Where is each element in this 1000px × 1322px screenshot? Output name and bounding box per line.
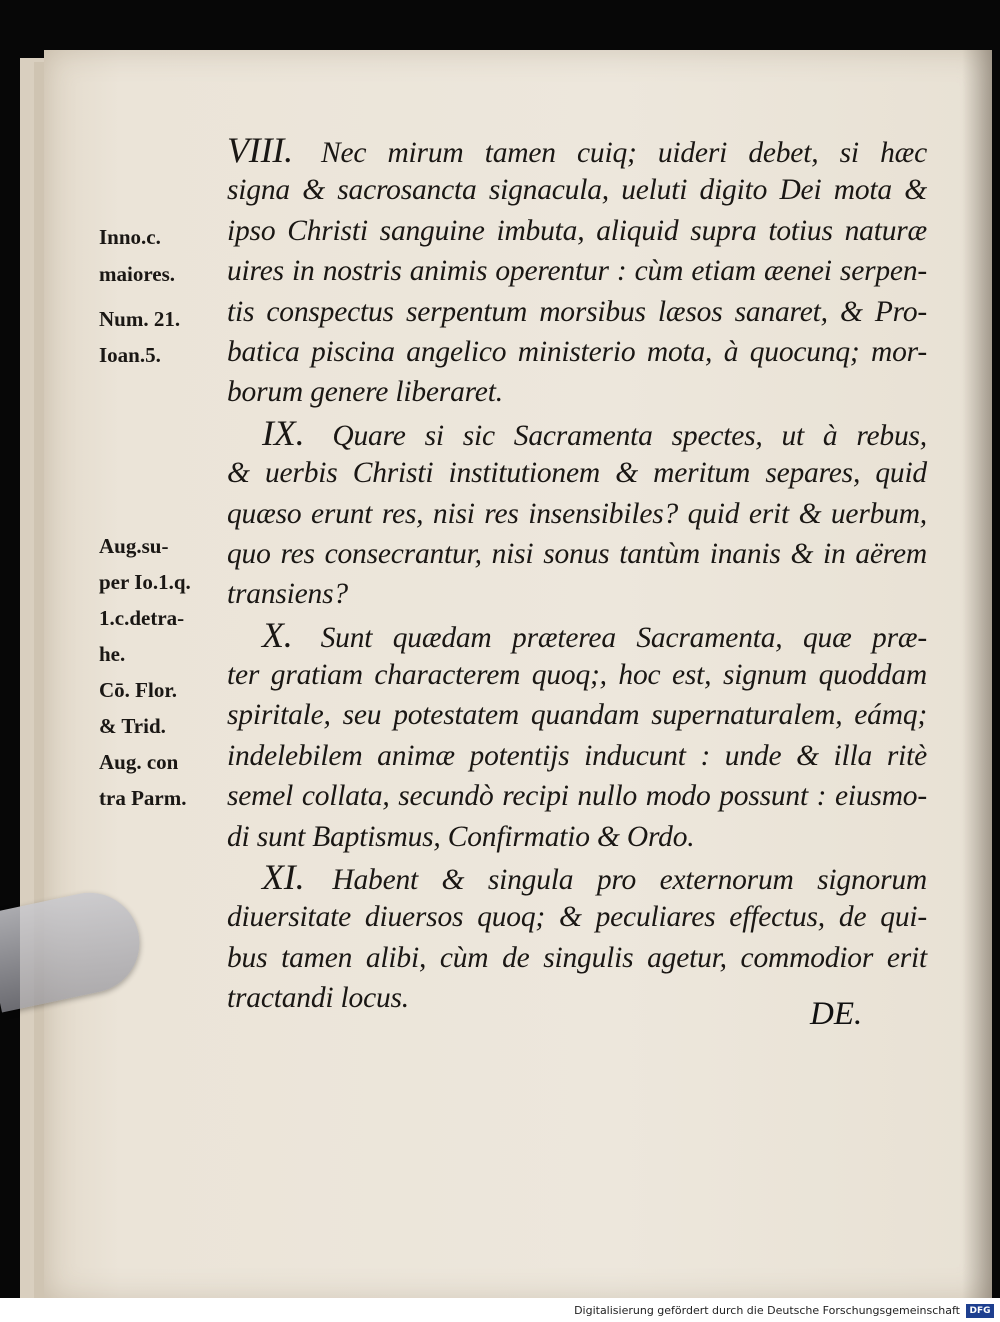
text-line <box>227 251 927 291</box>
line-text: ipso Christi sanguine imbuta, aliquid supra totius naturæ <box>227 214 927 247</box>
line-text: borum genere liberaret. <box>227 376 503 409</box>
line-text: Habent & singula pro externorum signorum <box>332 864 927 897</box>
margin-note: Aug. con <box>99 750 179 774</box>
line-text: quæso erunt res, nisi res insensibiles? quid erit & uerbum, <box>227 497 927 530</box>
catchword: DE. <box>810 996 863 1032</box>
line-text: diuersitate diuersos quoq; & peculiares effectus, de qui- <box>227 901 927 934</box>
margin-note: Ioan.5. <box>99 343 161 367</box>
text-line <box>227 574 927 614</box>
margin-note: per Io.1.q. <box>99 570 191 594</box>
margin-note: Num. 21. <box>99 307 181 331</box>
text-line <box>227 897 927 937</box>
line-text: di sunt Baptismus, Confirmatio & Ordo. <box>227 820 695 853</box>
text-line <box>227 130 927 170</box>
line-text: Quare si sic Sacramenta spectes, ut à rebus, <box>332 419 927 452</box>
margin-note: Aug.su- <box>99 534 169 558</box>
text-line <box>227 372 927 412</box>
text-line <box>227 817 927 857</box>
page-gutter-shadow <box>962 50 992 1300</box>
dfg-logo: DFG <box>966 1304 994 1318</box>
line-text: ter gratiam characterem quoq;, hoc est, signum quoddam <box>227 659 927 692</box>
book-page <box>44 50 992 1300</box>
text-line <box>227 776 927 816</box>
text-line <box>227 494 927 534</box>
text-line <box>227 938 927 978</box>
line-text: batica piscina angelico ministerio mota, à quocunq; mor- <box>227 335 927 368</box>
main-text-block <box>227 130 927 1019</box>
text-line <box>227 736 927 776</box>
text-line <box>227 332 927 372</box>
text-line <box>227 211 927 251</box>
section-number: XI. <box>262 857 305 898</box>
text-line <box>227 413 927 453</box>
footer-credit: Digitalisierung gefördert durch die Deutsche Forschungsgemeinschaft <box>574 1304 960 1317</box>
text-line <box>227 615 927 655</box>
line-text: spiritale, seu potestatem quandam supernaturalem, eámq; <box>227 699 927 732</box>
margin-note: & Trid. <box>99 714 166 738</box>
line-text: & uerbis Christi institutionem & meritum separes, quid <box>227 457 927 490</box>
line-text: Nec mirum tamen cuiq; uideri debet, si hæc <box>320 137 927 169</box>
margin-note: maiores. <box>99 262 176 286</box>
margin-note: Inno.c. <box>99 225 161 249</box>
line-text: tractandi locus. <box>227 982 409 1015</box>
line-text: tis conspectus serpentum morsibus læsos sanaret, & Pro- <box>227 295 927 328</box>
line-text: quo res consecrantur, nisi sonus tantùm inanis & in aërem <box>227 537 927 570</box>
line-text: uires in nostris animis operentur : cùm etiam æenei serpen- <box>227 255 927 288</box>
text-line <box>227 534 927 574</box>
section-number: X. <box>262 614 293 655</box>
text-line <box>227 655 927 695</box>
line-text: transiens? <box>227 578 348 611</box>
line-text: bus tamen alibi, cùm de singulis agetur, commodior erit <box>227 941 927 974</box>
text-line <box>227 453 927 493</box>
margin-note: he. <box>99 642 126 666</box>
text-line <box>227 695 927 735</box>
margin-note: Cō. Flor. <box>99 678 177 702</box>
line-text: Sunt quædam præterea Sacramenta, quæ præ- <box>320 621 927 654</box>
section-number: VIII. <box>227 130 293 170</box>
text-line <box>227 170 927 210</box>
margin-note: tra Parm. <box>99 786 187 810</box>
text-line <box>227 857 927 897</box>
line-text: signa & sacrosancta signacula, ueluti digito Dei mota & <box>227 174 927 207</box>
line-text: semel collata, secundò recipi nullo modo possunt : eiusmo- <box>227 780 927 813</box>
line-text: indelebilem animæ potentijs inducunt : unde & illa ritè <box>227 739 927 772</box>
text-line <box>227 292 927 332</box>
section-number: IX. <box>262 412 305 453</box>
footer-bar <box>0 1298 1000 1322</box>
margin-note: 1.c.detra- <box>99 606 185 630</box>
